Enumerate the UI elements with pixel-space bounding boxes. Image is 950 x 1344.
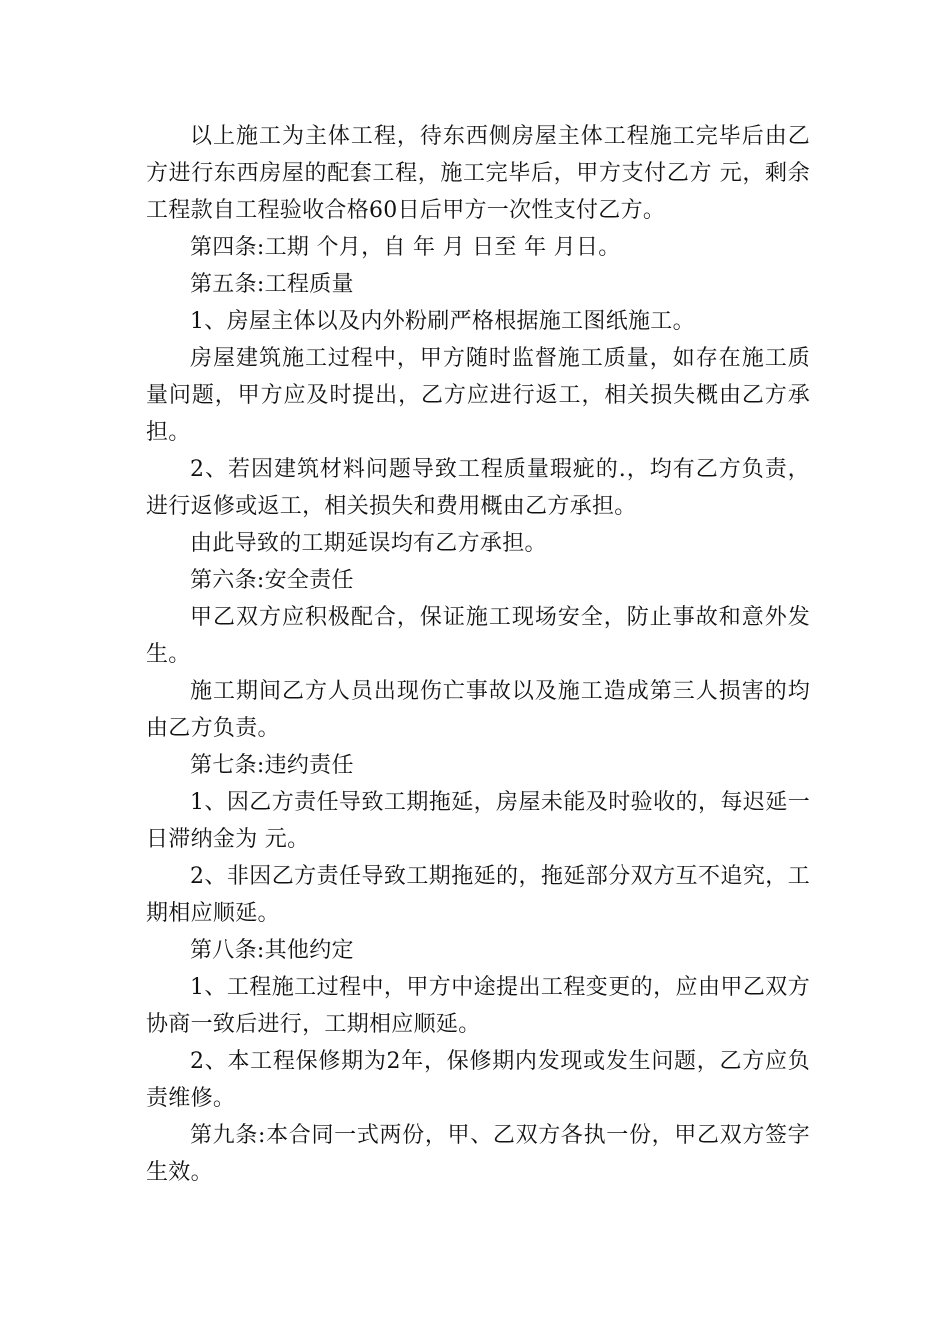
article-7-item-1: 1、因乙方责任导致工期拖延，房屋未能及时验收的，每迟延一日滞纳金为 元。 (146, 790, 810, 852)
paragraph-payment-terms: 以上施工为主体工程，待东西侧房屋主体工程施工完毕后由乙方进行东西房屋的配套工程，施工完毕后，甲方支付乙方 元，剩余工程款自工程验收合格60日后甲方一次性支付乙方。 (146, 124, 810, 223)
article-5-item-2: 2、若因建筑材料问题导致工程质量瑕疵的.，均有乙方负责，进行返修或返工，相关损失和费用概由乙方承担。 (146, 457, 810, 519)
article-5-delay: 由此导致的工期延误均有乙方承担。 (190, 531, 547, 556)
article-5-heading: 第五条:工程质量 (190, 272, 354, 297)
article-8-item-1: 1、工程施工过程中，甲方中途提出工程变更的，应由甲乙双方协商一致后进行，工期相应顺延。 (146, 975, 810, 1037)
article-9-copies: 第九条:本合同一式两份，甲、乙双方各执一份，甲乙双方签字生效。 (146, 1123, 810, 1185)
article-6-heading: 第六条:安全责任 (190, 568, 354, 593)
article-8-heading: 第八条:其他约定 (190, 938, 354, 963)
article-4-duration: 第四条:工期 个月，自 年 月 日至 年 月日。 (190, 235, 621, 260)
document-body (146, 118, 810, 1191)
article-6-liability: 施工期间乙方人员出现伤亡事故以及施工造成第三人损害的均由乙方负责。 (146, 679, 810, 741)
article-8-item-2: 2、本工程保修期为2年，保修期内发现或发生问题，乙方应负责维修。 (146, 1049, 810, 1111)
article-7-heading: 第七条:违约责任 (190, 753, 354, 778)
article-6-safety: 甲乙双方应积极配合，保证施工现场安全，防止事故和意外发生。 (146, 605, 810, 667)
article-7-item-2: 2、非因乙方责任导致工期拖延的，拖延部分双方互不追究，工期相应顺延。 (146, 864, 810, 926)
article-5-supervision: 房屋建筑施工过程中，甲方随时监督施工质量，如存在施工质量问题，甲方应及时提出，乙方应进行返工，相关损失概由乙方承担。 (146, 346, 810, 445)
article-5-item-1: 1、房屋主体以及内外粉刷严格根据施工图纸施工。 (190, 309, 695, 334)
